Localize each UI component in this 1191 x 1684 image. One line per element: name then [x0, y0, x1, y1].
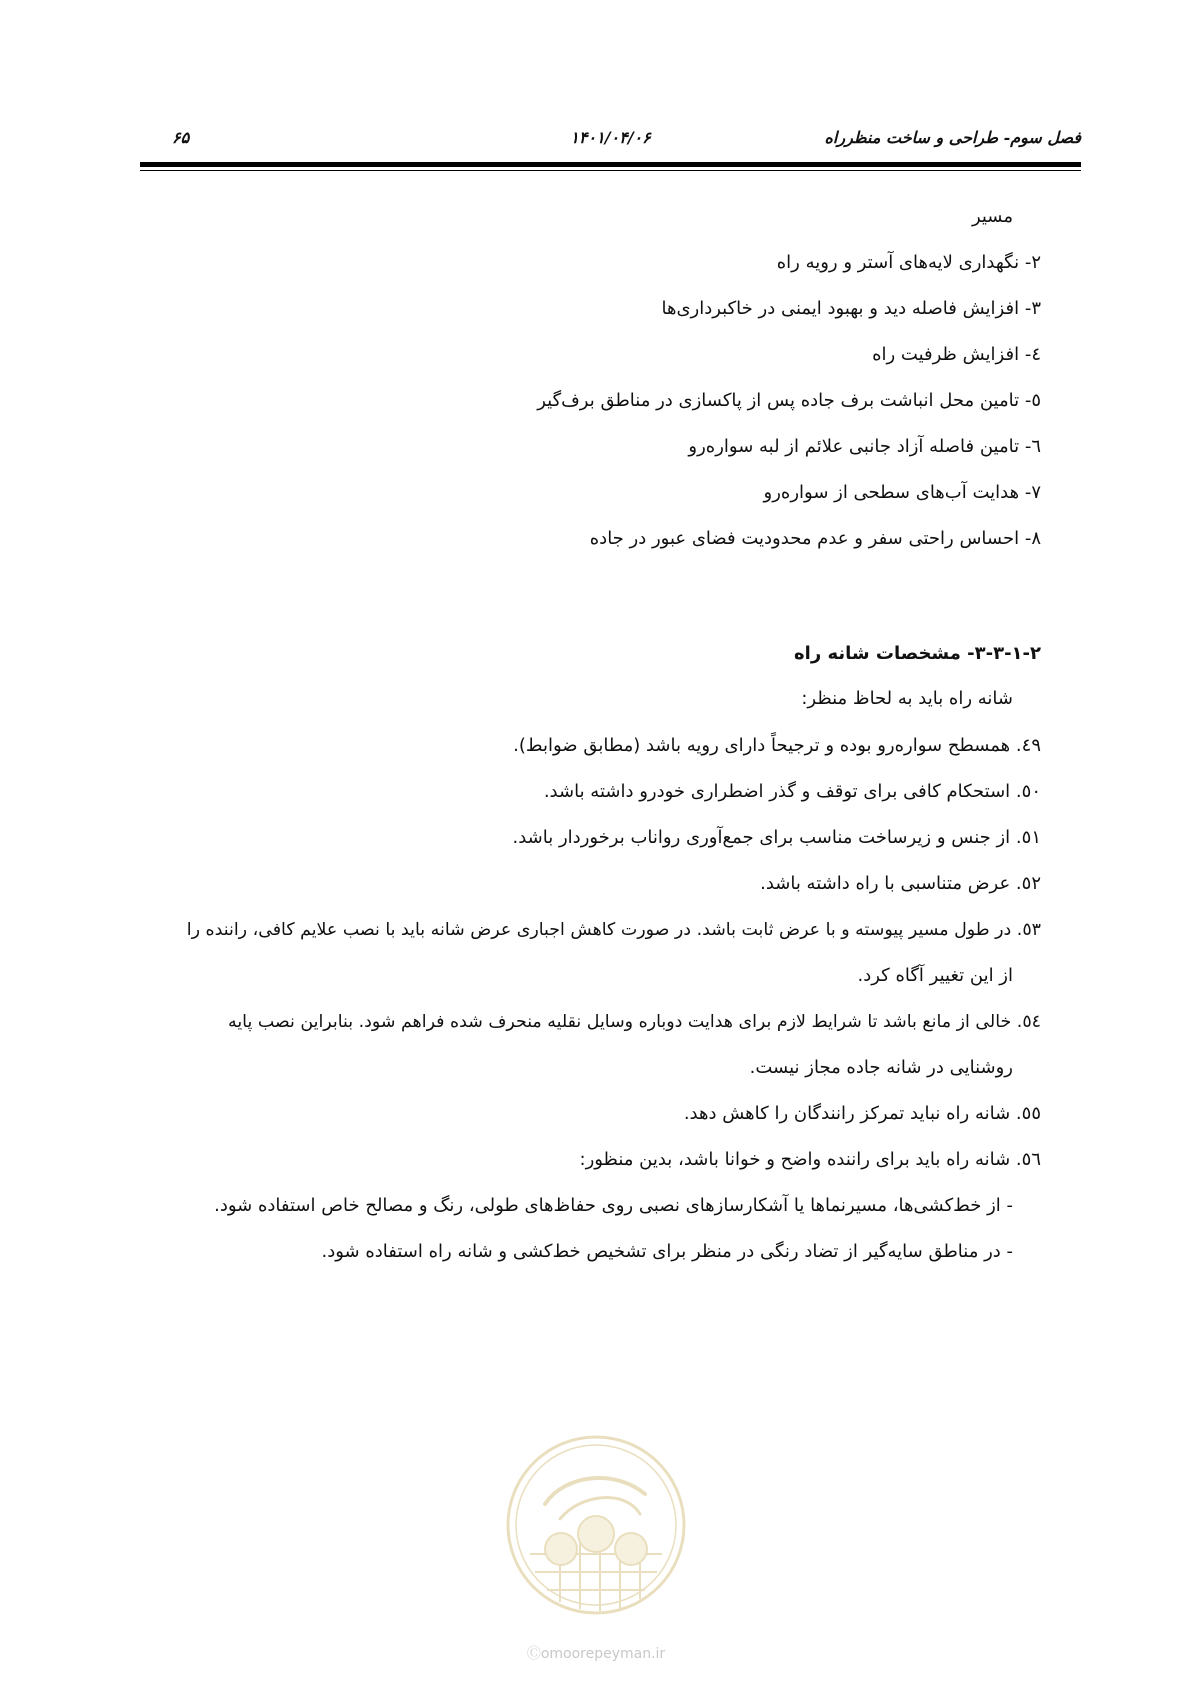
list-item-text: احساس راحتی سفر و عدم محدودیت فضای عبور در جاده — [589, 528, 1025, 549]
list-item — [777, 250, 1041, 276]
page-header — [140, 128, 1081, 156]
list-item — [764, 480, 1041, 506]
item-number: ٥٥. — [1015, 1103, 1041, 1124]
dash-bullet: - از خط‌کشی‌ها، مسیرنماها یا آشکارسازهای نصبی روی حفاظ‌های طولی، رنگ و مصالح خاص استفاده شود. — [214, 1195, 1013, 1216]
item-text: استحکام کافی برای توقف و گذر اضطراری خودرو داشته باشد. — [543, 781, 1011, 802]
numbered-item — [580, 1147, 1042, 1173]
numbered-item — [684, 1101, 1041, 1127]
item-number: ٥٦. — [1015, 1149, 1041, 1170]
list-item-text: نگهداری لایه‌های آستر و رویه راه — [776, 252, 1025, 273]
dash-bullet: - در مناطق سایه‌گیر از تضاد رنگی در منظر برای تشخیص خط‌کشی و شانه راه استفاده شود. — [321, 1241, 1013, 1262]
list-item-number: ٥- — [1024, 390, 1041, 411]
item-text: خالی از مانع باشد تا شرایط لازم برای هدایت دوباره وسایل نقلیه منحرف شده فراهم شود. بنابراین نصب پایه — [228, 1012, 1012, 1032]
list-item — [590, 526, 1041, 552]
item-text: شانه راه نباید تمرکز رانندگان را کاهش دهد. — [683, 1103, 1011, 1124]
list-item-number: ٦- — [1024, 436, 1041, 457]
list-item — [688, 434, 1041, 460]
item-number: ٥٠. — [1015, 781, 1041, 802]
item-text: همسطح سواره‌رو بوده و ترجیحاً دارای رویه باشد (مطابق ضوابط). — [513, 735, 1011, 756]
section-intro: شانه راه باید به لحاظ منظر: — [801, 688, 1013, 709]
numbered-item — [760, 871, 1041, 897]
page-number: ۶۵ — [172, 128, 190, 147]
list-item-text: تامین محل انباشت برف جاده پس از پاکسازی در مناطق برف‌گیر — [537, 390, 1025, 411]
item-number: ٥٤. — [1016, 1012, 1041, 1032]
list-item — [537, 388, 1041, 414]
list-item-text: افزایش فاصله دید و بهبود ایمنی در خاکبرداری‌ها — [661, 298, 1025, 319]
at-icon: Ⓒ — [526, 1646, 541, 1662]
chapter-title: فصل سوم- طراحی و ساخت منظرراه — [824, 128, 1081, 147]
item-text: در طول مسیر پیوسته و با عرض ثابت باشد. در صورت کاهش اجباری عرض شانه باید با نصب علایم کافی، راننده را — [186, 920, 1012, 940]
list-item-text: هدایت آب‌های سطحی از سواره‌رو — [763, 482, 1025, 503]
list-item-text: افزایش ظرفیت راه — [872, 344, 1025, 365]
numbered-item — [187, 917, 1041, 943]
item-continuation: از این تغییر آگاه کرد. — [857, 965, 1013, 986]
item-number: ٥١. — [1015, 827, 1041, 848]
list-item-text: تامین فاصله آزاد جانبی علائم از لبه سواره‌رو — [688, 436, 1025, 457]
item-text: شانه راه باید برای راننده واضح و خوانا باشد، بدین منظور: — [579, 1149, 1011, 1170]
item-number: ٥٣. — [1016, 920, 1041, 940]
item-text: از جنس و زیرساخت مناسب برای جمع‌آوری رواناب برخوردار باشد. — [512, 827, 1011, 848]
section-heading: ۳-۳-۱-۲- مشخصات شانه راه — [794, 643, 1041, 664]
item-number: ٥٢. — [1015, 873, 1041, 894]
numbered-item — [228, 1009, 1041, 1035]
header-date: ۱۴۰۱/۰۴/۰۶ — [570, 128, 651, 147]
numbered-item — [513, 733, 1041, 759]
item-number: ٤٩. — [1015, 735, 1041, 756]
watermark-seal-logo — [505, 1434, 687, 1616]
numbered-item — [513, 825, 1041, 851]
list-item-number: ۸- — [1024, 528, 1041, 549]
numbered-item — [544, 779, 1041, 805]
list-item-number: ۲- — [1024, 252, 1041, 273]
header-rule-thin — [140, 170, 1081, 171]
list-item — [661, 296, 1041, 322]
watermark-url — [510, 1643, 682, 1663]
list-item-number: ۳- — [1024, 298, 1041, 319]
item-text: عرض متناسبی با راه داشته باشد. — [760, 873, 1011, 894]
list-continuation: مسیر — [971, 206, 1013, 227]
list-item-number: ٤- — [1024, 344, 1041, 365]
item-continuation: روشنایی در شانه جاده مجاز نیست. — [749, 1057, 1013, 1078]
watermark-site: omoorepeyman.ir — [540, 1646, 666, 1662]
header-rule-thick — [140, 162, 1081, 167]
list-item-number: ۷- — [1024, 482, 1041, 503]
list-item — [872, 342, 1041, 368]
